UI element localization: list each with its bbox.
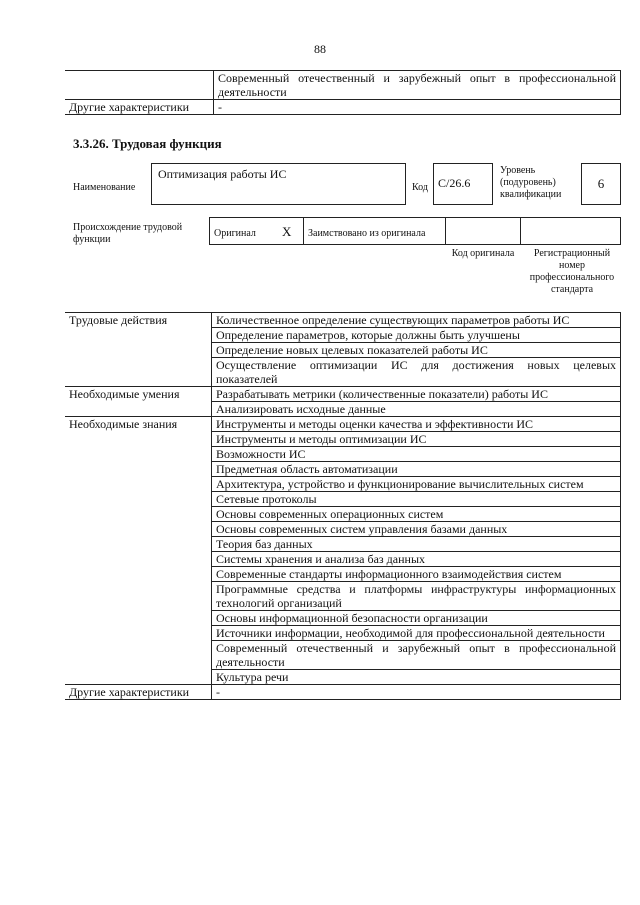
row-label: Необходимые умения: [65, 387, 212, 417]
row-item: Анализировать исходные данные: [212, 402, 621, 417]
name-label: Наименование: [73, 182, 136, 193]
table-cell-label: Другие характеристики: [65, 100, 214, 115]
table-row: [65, 71, 621, 100]
table-cell-label: [65, 71, 214, 100]
level-label: Уровень (подуровень) квалификации: [500, 165, 562, 200]
section-title: 3.3.26. Трудовая функция: [73, 136, 222, 151]
row-item: Основы современных операционных систем: [212, 507, 621, 522]
row-item: Возможности ИС: [212, 447, 621, 462]
table-row: [65, 100, 621, 115]
row-item: Источники информации, необходимой для профессиональной деятельности: [212, 626, 621, 641]
page-number: 88: [314, 42, 326, 56]
original-label: Оригинал: [214, 228, 256, 239]
code-value: C/26.6: [438, 176, 471, 190]
row-item: Инструменты и методы оценки качества и эффективности ИС: [212, 417, 621, 432]
row-item: -: [212, 685, 621, 700]
labor-function-table: [65, 312, 621, 700]
level-value: 6: [597, 176, 605, 191]
table-cell-value: -: [214, 100, 621, 115]
table-row: [65, 387, 621, 402]
table-cell-value: Современный отечественный и зарубежный опыт в профессиональной деятельности: [214, 71, 621, 100]
code-box: [433, 163, 493, 205]
row-item: Основы современных систем управления базами данных: [212, 522, 621, 537]
row-item: Современные стандарты информационного взаимодействия систем: [212, 567, 621, 582]
row-item: Культура речи: [212, 670, 621, 685]
row-item: Инструменты и методы оптимизации ИС: [212, 432, 621, 447]
row-item: Основы информационной безопасности организации: [212, 611, 621, 626]
row-item: Определение параметров, которые должны быть улучшены: [212, 328, 621, 343]
row-item: Разрабатывать метрики (количественные показатели) работы ИС: [212, 387, 621, 402]
row-item: Осуществление оптимизации ИС для достижения новых целевых показателей: [212, 358, 621, 387]
divider: [520, 217, 521, 245]
divider: [303, 217, 304, 245]
row-item: Архитектура, устройство и функционирование вычислительных систем: [212, 477, 621, 492]
top-table: [65, 70, 621, 115]
row-item: Сетевые протоколы: [212, 492, 621, 507]
row-label: Другие характеристики: [65, 685, 212, 700]
divider: [445, 217, 446, 245]
row-label: Трудовые действия: [65, 313, 212, 387]
table-row: [65, 685, 621, 700]
original-mark: X: [282, 224, 292, 239]
row-item: Определение новых целевых показателей работы ИС: [212, 343, 621, 358]
borrowed-label: Заимствовано из оригинала: [308, 228, 426, 239]
row-item: Количественное определение существующих параметров работы ИС: [212, 313, 621, 328]
code-label: Код: [412, 182, 428, 193]
row-item: Теория баз данных: [212, 537, 621, 552]
reg-number-label: Регистрационный номер профессионального стандарта: [529, 248, 615, 295]
table-row: [65, 313, 621, 328]
code-original-label: Код оригинала: [451, 248, 515, 259]
origin-label: Происхождение трудовой функции: [73, 222, 183, 245]
row-item: Системы хранения и анализа баз данных: [212, 552, 621, 567]
row-item: Предметная область автоматизации: [212, 462, 621, 477]
level-box: [581, 163, 621, 205]
row-item: Современный отечественный и зарубежный опыт в профессиональной деятельности: [212, 641, 621, 670]
table-row: [65, 417, 621, 432]
name-box: [151, 163, 406, 205]
row-item: Программные средства и платформы инфраструктуры информационных технологий организаций: [212, 582, 621, 611]
name-value: Оптимизация работы ИС: [158, 167, 287, 181]
row-label: Необходимые знания: [65, 417, 212, 685]
